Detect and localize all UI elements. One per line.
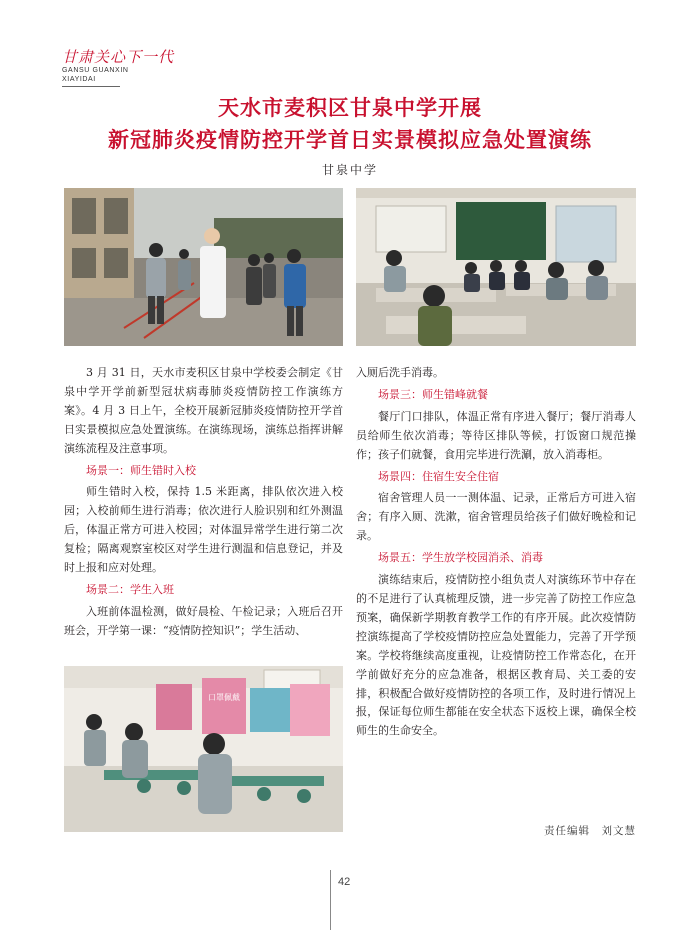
scene5-heading: 场景五：学生放学校园消杀、消毒	[378, 551, 543, 565]
masthead-en-line2: XIAYIDAI	[62, 76, 96, 83]
page-number: 42	[338, 876, 351, 888]
masthead-rule	[62, 86, 120, 87]
scene3-text: 餐厅门口排队，体温正常有序进入餐厅；餐厅消毒人员给师生依次消毒；等待区排队等候，打饭窗口规范操作；孩子们就餐，食用完毕进行洗涮，放入消毒柜。	[356, 409, 636, 461]
article-title-line1: 天水市麦积区甘泉中学开展	[218, 95, 482, 120]
photo-classroom	[356, 188, 636, 346]
article-title-line2: 新冠肺炎疫情防控开学首日实景模拟应急处置演练	[108, 127, 592, 152]
article-intro: 3 月 31 日，天水市麦积区甘泉中学校委会制定《甘泉中学开学前新型冠状病毒肺炎疫情防控工作演练方案》。4 月 3 日上午，全校开展新冠肺炎疫情防控开学首日实景模拟应急处置演练。在演练现场，演练总指挥讲解演练流程及注意事项。	[64, 366, 343, 455]
scene1-text: 师生错时入校，保持 1.5 米距离，排队依次进入校园；入校前师生进行消毒；依次进行人脸识别和红外测温后，体温正常方可进入校园；对体温异常学生进行第二次复检；隔离观察室校区对学生进行测温和信息登记，并及时上报和应对处理。	[64, 485, 343, 575]
article-column-right	[356, 364, 636, 741]
scene2-text: 入班前体温检测，做好晨检、午检记录；入班后召开班会，开学第一课：“疫情防控知识”；学生活动、	[64, 604, 343, 637]
scene4-text: 宿舍管理人员一一测体温、记录，正常后方可进入宿舍；有序入厕、洗漱，宿舍管理员给孩子们做好晚检和记录。	[356, 491, 636, 543]
article-column-left	[64, 364, 343, 641]
poster-mask-text: 口罩佩戴	[208, 693, 240, 702]
footer-rule	[330, 870, 331, 930]
photo-campus-entry-queue	[64, 188, 343, 346]
scene3-heading: 场景三：师生错峰就餐	[378, 387, 488, 401]
article-byline: 甘泉中学	[321, 163, 378, 177]
masthead	[62, 46, 175, 94]
scene4-heading: 场景四：住宿生安全住宿	[378, 469, 499, 483]
scene5-text: 演练结束后，疫情防控小组负责人对演练环节中存在的不足进行了认真梳理反馈，进一步完善了防控工作应急预案，确保新学期教育教学工作的有序开展。此次疫情防控演练提高了学校疫情防控应急处置能力，完善了开学预案。学校将继续高度重视，让疫情防控工作常态化，在开学前做好充分的应急准备，根据区教育局、关工委的安排，积极配合做好疫情防控的各项工作，及时进行情况上报，保证每位师生都能在安全状态下返校上课，确保全校师生的生命安全。	[356, 573, 636, 738]
responsible-editor: 责任编辑 刘文慧	[544, 825, 636, 837]
masthead-en-line1: GANSU GUANXIN	[62, 67, 129, 74]
scene1-heading: 场景一：师生错时入校	[86, 463, 196, 477]
masthead-logo: 甘肃关心下一代	[62, 48, 175, 66]
photo-dining-hall	[64, 666, 343, 832]
scene2-text-continued: 入厕后洗手消毒。	[356, 366, 444, 379]
scene2-heading: 场景二：学生入班	[86, 582, 174, 596]
